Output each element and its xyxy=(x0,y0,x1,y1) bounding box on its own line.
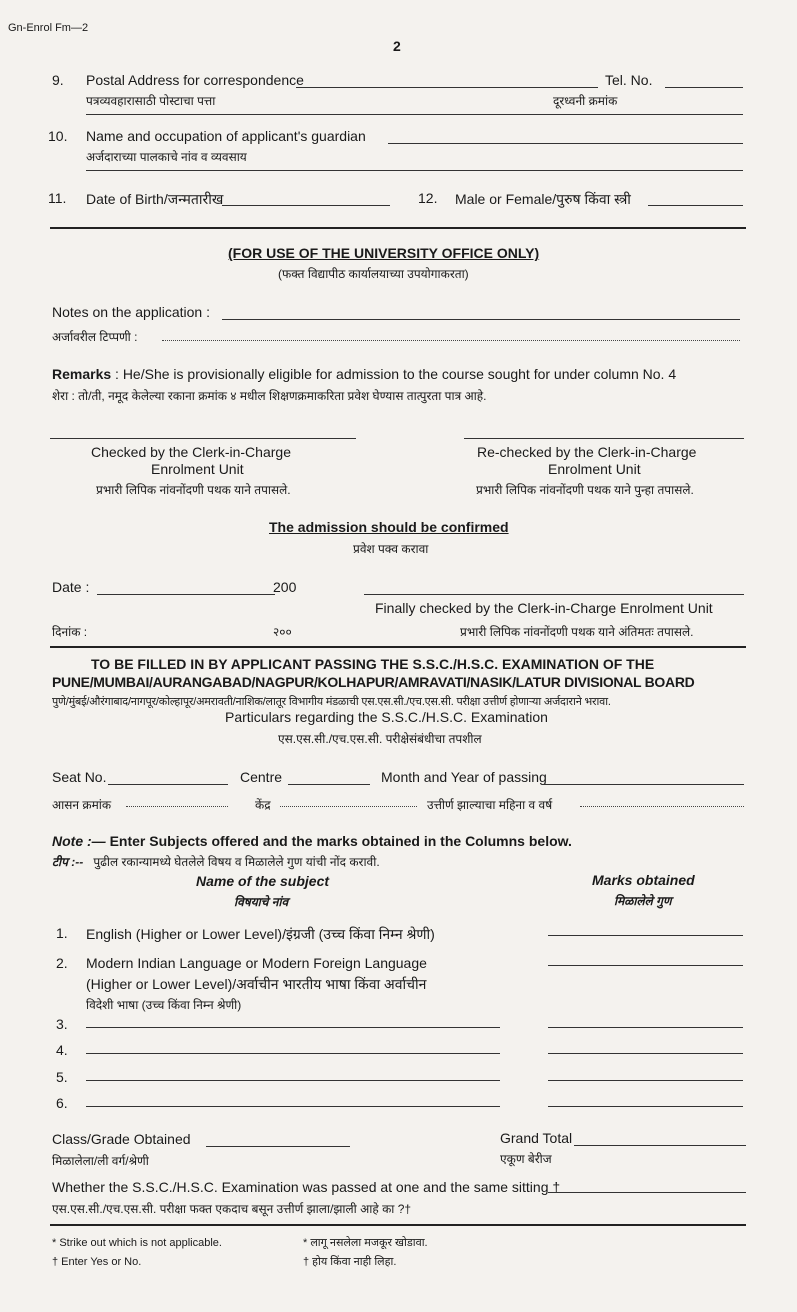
ssc-title-mr: पुणे/मुंबई/औरंगाबाद/नागपूर/कोल्हापूर/अमरावती/नाशिक/लातूर विभागीय मंडळाची एस.एस.सी./एच.एस.सी. परीक्षा उत्तीर्ण होणाऱ्या अर्जदाराने भरावा. xyxy=(52,696,611,708)
checked-label-1: Checked by the Clerk-in-Charge xyxy=(91,444,291,460)
rechecked-label-1: Re-checked by the Clerk-in-Charge xyxy=(477,444,697,460)
grand-total-label: Grand Total xyxy=(500,1130,573,1146)
sitting-label-mr: एस.एस.सी./एच.एस.सी. परीक्षा फक्त एकदाच बसून उत्तीर्ण झाला/झाली आहे का ?† xyxy=(52,1202,412,1216)
particulars-title: Particulars regarding the S.S.C./H.S.C. Examination xyxy=(225,709,548,725)
marks-2-field[interactable] xyxy=(548,965,743,966)
remarks-text-mr: शेरा : तो/ती, नमूद केलेल्या रकाना क्रमांक ४ मधील शिक्षणक्रमाकरिता प्रवेश घेण्यास तात्पुरता पात्र आहे. xyxy=(52,389,487,403)
subject-3-number: 3. xyxy=(56,1016,68,1032)
centre-field-mr[interactable] xyxy=(280,806,417,807)
notes-label: Notes on the application : xyxy=(52,304,210,320)
office-use-title-mr: (फक्त विद्यापीठ कार्यालयाच्या उपयोगाकरता) xyxy=(278,267,469,281)
date-year-mr: २०० xyxy=(273,625,292,639)
q9-label: Postal Address for correspondence xyxy=(86,72,304,88)
subject-6-number: 6. xyxy=(56,1095,68,1111)
note-text-mr xyxy=(52,853,380,870)
q9-tel-field[interactable] xyxy=(665,87,743,88)
note-label: Note :— xyxy=(52,833,106,849)
col-marks-header: Marks obtained xyxy=(592,872,695,888)
notes-label-mr: अर्जावरील टिप्पणी : xyxy=(52,330,138,344)
checked-label-mr: प्रभारी लिपिक नांवनोंदणी पथक याने तपासले. xyxy=(96,483,291,497)
seat-field[interactable] xyxy=(108,784,228,785)
col-subject-header: Name of the subject xyxy=(196,873,330,889)
subject-1-number: 1. xyxy=(56,925,68,941)
q9-tel-label: Tel. No. xyxy=(605,72,653,88)
centre-field[interactable] xyxy=(288,784,370,785)
month-field-mr[interactable] xyxy=(580,806,744,807)
seat-label-mr: आसन क्रमांक xyxy=(52,798,112,812)
notes-field-mr[interactable] xyxy=(162,340,740,341)
month-year-field[interactable] xyxy=(542,784,744,785)
subject-4-number: 4. xyxy=(56,1042,68,1058)
rechecked-signature-line[interactable] xyxy=(464,438,744,439)
q10-label-mr: अर्जदाराच्या पालकाचे नांव व व्यवसाय xyxy=(86,150,247,164)
q9-tel-label-mr: दूरध्वनी क्रमांक xyxy=(553,94,618,108)
subject-5-number: 5. xyxy=(56,1069,68,1085)
q12-label: Male or Female/पुरुष किंवा स्त्री xyxy=(455,191,631,207)
subject-4-field[interactable] xyxy=(86,1053,500,1054)
grand-total-field[interactable] xyxy=(574,1145,746,1146)
class-grade-label-mr: मिळालेला/ली वर्ग/श्रेणी xyxy=(52,1154,149,1168)
marks-5-field[interactable] xyxy=(548,1080,743,1081)
note-text xyxy=(52,833,572,849)
footnote-1: * Strike out which is not applicable. xyxy=(52,1237,222,1249)
gender-field[interactable] xyxy=(648,205,743,206)
remarks-label: Remarks xyxy=(52,366,112,382)
final-check-label-mr: प्रभारी लिपिक नांवनोंदणी पथक याने अंतिमतः तपासले. xyxy=(460,625,694,639)
col-subject-header-mr: विषयाचे नांव xyxy=(234,895,289,909)
marks-1-field[interactable] xyxy=(548,935,743,936)
final-signature-line[interactable] xyxy=(364,594,744,595)
subject-5-field[interactable] xyxy=(86,1080,500,1081)
subject-2-number: 2. xyxy=(56,955,68,971)
subject-6-field[interactable] xyxy=(86,1106,500,1107)
q9-address-field[interactable] xyxy=(296,87,598,88)
dob-field[interactable] xyxy=(222,205,390,206)
date-field[interactable] xyxy=(97,594,275,595)
section-divider-1 xyxy=(50,227,746,229)
section-divider-2 xyxy=(50,646,746,648)
grand-total-label-mr: एकूण बेरीज xyxy=(500,1152,552,1166)
note-label-mr: टीप :-- xyxy=(52,855,84,869)
footnote-1-mr: * लागू नसलेला मजकूर खोडावा. xyxy=(303,1237,428,1249)
subject-3-field[interactable] xyxy=(86,1027,500,1028)
final-check-label: Finally checked by the Clerk-in-Charge Enrolment Unit xyxy=(375,600,713,616)
month-label: Month and Year of passing xyxy=(381,769,547,785)
rechecked-label-2: Enrolment Unit xyxy=(548,461,641,477)
q10-number: 10. xyxy=(48,128,68,144)
month-label-mr: उत्तीर्ण झाल्याचा महिना व वर्ष xyxy=(427,798,553,812)
q11-number: 11. xyxy=(48,190,67,206)
subject-2-label-1: Modern Indian Language or Modern Foreign Language xyxy=(86,955,427,971)
q10-guardian-line-2[interactable] xyxy=(86,170,743,171)
note-body-mr: पुढील रकान्यामध्ये घेतलेले विषय व मिळालेले गुण यांची नोंद करावी. xyxy=(93,855,380,869)
subject-1-label: English (Higher or Lower Level)/इंग्रजी (उच्च किंवा निम्न श्रेणी) xyxy=(86,926,435,942)
col-marks-header-mr: मिळालेले गुण xyxy=(614,894,672,908)
date-label-mr: दिनांक : xyxy=(52,625,88,639)
notes-field[interactable] xyxy=(222,319,740,320)
office-use-title: (FOR USE OF THE UNIVERSITY OFFICE ONLY) xyxy=(228,245,540,261)
seat-field-mr[interactable] xyxy=(126,806,228,807)
ssc-title-1: TO BE FILLED IN BY APPLICANT PASSING THE S.S.C./H.S.C. EXAMINATION OF THE xyxy=(91,656,655,672)
confirm-title-mr: प्रवेश पक्व करावा xyxy=(353,542,429,556)
marks-6-field[interactable] xyxy=(548,1106,743,1107)
q9-label-mr: पत्रव्यवहारासाठी पोस्टाचा पत्ता xyxy=(86,94,216,108)
q10-label: Name and occupation of applicant's guardian xyxy=(86,128,366,144)
class-grade-label: Class/Grade Obtained xyxy=(52,1131,191,1147)
sitting-field[interactable] xyxy=(548,1192,746,1193)
date-year: 200 xyxy=(273,579,297,595)
q10-guardian-field[interactable] xyxy=(388,143,743,144)
particulars-title-mr: एस.एस.सी./एच.एस.सी. परीक्षेसंबंधीचा तपशील xyxy=(278,732,482,746)
centre-label-mr: केंद्र xyxy=(255,798,271,812)
form-code: Gn-Enrol Fm—2 xyxy=(8,22,89,34)
subject-2-label-2: (Higher or Lower Level)/अर्वाचीन भारतीय भाषा किंवा अर्वाचीन xyxy=(86,976,427,992)
date-label: Date : xyxy=(52,579,90,595)
marks-3-field[interactable] xyxy=(548,1027,743,1028)
footnote-2-mr: † होय किंवा नाही लिहा. xyxy=(303,1256,397,1268)
checked-label-2: Enrolment Unit xyxy=(151,461,244,477)
centre-label: Centre xyxy=(240,769,283,785)
q9-address-line-2[interactable] xyxy=(86,114,743,115)
remarks-body: : He/She is provisionally eligible for admission to the course sought for under column No. 4 xyxy=(115,366,677,382)
seat-label: Seat No. xyxy=(52,769,107,785)
remarks-text xyxy=(52,366,676,382)
page-number: 2 xyxy=(393,38,401,54)
q11-label: Date of Birth/जन्मतारीख xyxy=(86,191,224,207)
sitting-label: Whether the S.S.C./H.S.C. Examination was passed at one and the same sitting † xyxy=(52,1179,561,1195)
note-body: Enter Subjects offered and the marks obtained in the Columns below. xyxy=(109,833,572,849)
rechecked-label-mr: प्रभारी लिपिक नांवनोंदणी पथक याने पुन्हा तपासले. xyxy=(476,483,694,497)
ssc-title-2: PUNE/MUMBAI/AURANGABAD/NAGPUR/KOLHAPUR/AMRAVATI/NASIK/LATUR DIVISIONAL BOARD xyxy=(52,674,695,690)
subject-2-label-3: विदेशी भाषा (उच्च किंवा निम्न श्रेणी) xyxy=(86,998,242,1012)
footnote-2: † Enter Yes or No. xyxy=(52,1256,142,1268)
q9-number: 9. xyxy=(52,72,64,88)
q12-number: 12. xyxy=(418,190,438,206)
section-divider-3 xyxy=(50,1224,746,1226)
checked-signature-line[interactable] xyxy=(50,438,356,439)
marks-4-field[interactable] xyxy=(548,1053,743,1054)
confirm-title: The admission should be confirmed xyxy=(269,519,509,535)
class-grade-field[interactable] xyxy=(206,1146,350,1147)
